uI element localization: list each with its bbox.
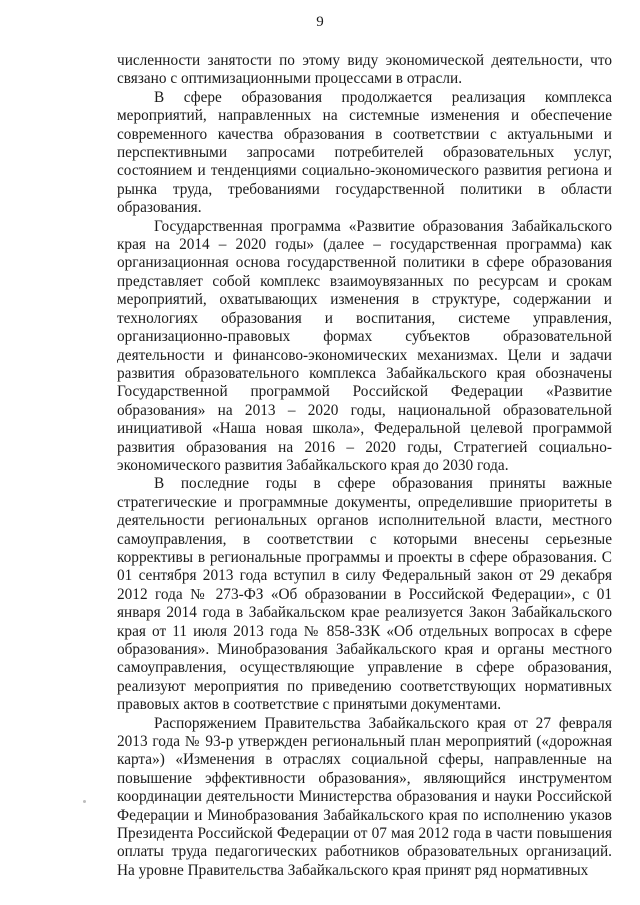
paragraph: численности занятости по этому виду экономической деятельности, что связано с оптимизационными процессами в отрасли. xyxy=(117,52,612,88)
paragraph: Распоряжением Правительства Забайкальского края от 27 февраля 2013 года № 93-р утвержден региональный план мероприятий («дорожная карта») «Изменения в отраслях социальной сферы, направленные на повышение эффективности образования», являющийся инструментом координации деятельности Министерства образования и науки Российской Федерации и Минобразования Забайкальского края по исполнению указов Президента Российской Федерации от 07 мая 2012 года в части повышения оплаты труда педагогических работников образовательных организаций. На уровне Правительства Забайкальского края принят ряд нормативных xyxy=(117,714,612,879)
paragraph: Государственная программа «Развитие образования Забайкальского края на 2014 – 2020 годы» (далее – государственная программа) как организационная основа государственной политики в сфере образования представляет собой комплекс взаимоувязанных по ресурсам и срокам мероприятий, охватывающих изменения в структуре, содержании и технологиях образования и воспитания, системе управления, организационно-правовых формах субъектов образовательной деятельности и финансово-экономических механизмах. Цели и задачи развития образовательного комплекса Забайкальского края обозначены Государственной программой Российской Федерации «Развитие образования» на 2013 – 2020 годы, национальной образовательной инициативой «Наша новая школа», Федеральной целевой программой развития образования на 2016 – 2020 годы, Стратегией социально-экономического развития Забайкальского края до 2030 года. xyxy=(117,217,612,474)
page-number: 9 xyxy=(316,14,324,30)
paragraph: В последние годы в сфере образования приняты важные стратегические и программные документы, определившие приоритеты в деятельности региональных органов исполнительной власти, местного самоуправления, в соответствии с которыми внесены серьезные коррективы в региональные программы и проекты в сфере образования. С 01 сентября 2013 года вступил в силу Федеральный закон от 29 декабря 2012 года № 273-ФЗ «Об образовании в Российской Федерации», с 01 января 2014 года в Забайкальском крае реализуется Закон Забайкальского края от 11 июля 2013 года № 858-ЗЗК «Об отдельных вопросах в сфере образования». Минобразования Забайкальского края и органы местного самоуправления, осуществляющие управление в сфере образования, реализуют мероприятия по приведению соответствующих нормативных правовых актов в соответствие с принятыми документами. xyxy=(117,475,612,714)
scan-speck xyxy=(83,800,86,803)
paragraph: В сфере образования продолжается реализация комплекса мероприятий, направленных на системные изменения и обеспечение современного качества образования в соответствии с актуальными и перспективными запросами потребителей образовательных услуг, состоянием и тенденциями социально-экономического развития региона и рынка труда, требованиями государственной политики в области образования. xyxy=(117,88,612,217)
document-body xyxy=(117,52,612,880)
